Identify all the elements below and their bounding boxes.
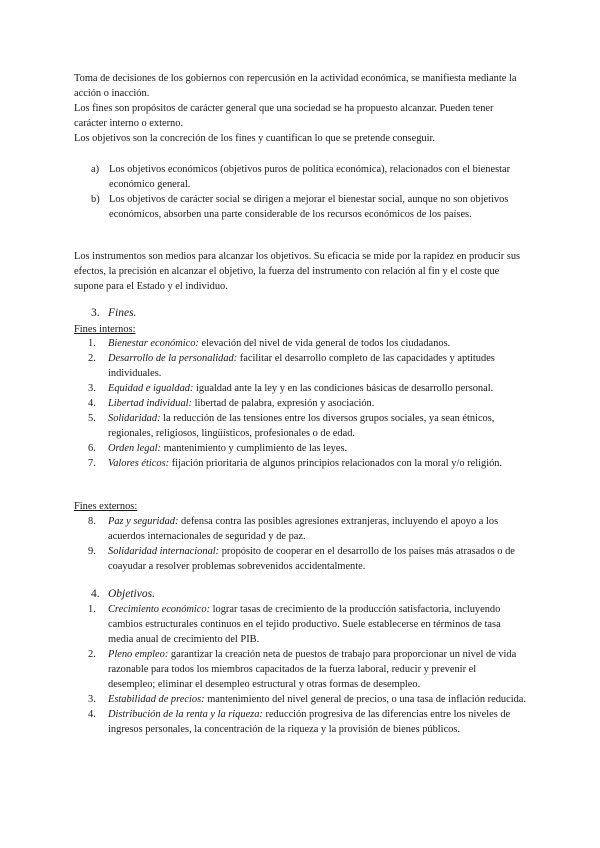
term: Orden legal:: [108, 443, 161, 454]
list-number: 5.: [88, 413, 96, 424]
list-item: [91, 192, 526, 222]
description: libertad de palabra, expresión y asociación.: [192, 398, 375, 409]
list-item: [74, 456, 526, 471]
term: Pleno empleo:: [108, 649, 169, 660]
list-item: [74, 336, 526, 351]
section-number: 3.: [91, 307, 100, 319]
list-marker: b): [91, 194, 100, 205]
section-number: 4.: [91, 588, 100, 600]
list-item: [74, 692, 526, 707]
intro-paragraph: Los objetivos son la concreción de los fines y cuantifican lo que se pretende conseguir.: [74, 133, 435, 144]
description: garantizar la creación neta de puestos de trabajo para proporcionar un nivel de vida razonable para todos los miembros capacitados de la fuerza laboral, reducir y prevenir el desempleo; eliminar el desempleo estructural y otras formas de desempleo.: [108, 649, 517, 690]
list-number: 2.: [88, 649, 96, 660]
description: defensa contra las posibles agresiones extranjeras, incluyendo el apoyo a los acuerdos internacionales de seguridad y de paz.: [108, 516, 499, 542]
term: Bienestar económico:: [108, 338, 199, 349]
list-item: [74, 351, 526, 381]
list-text: Los objetivos económicos (objetivos puros de política económica), relacionados con el bienestar económico general.: [109, 164, 511, 190]
description: reducción progresiva de las diferencias entre los niveles de ingresos personales, la concentración de la riqueza y la provisión de bienes públicos.: [108, 709, 511, 735]
description: propósito de cooperar en el desarrollo de los países más atrasados o de coayudar a resolver problemas sobrevenidos accidentalmente.: [108, 546, 515, 572]
list-text: Los objetivos de carácter social se dirigen a mejorar el bienestar social, aunque no son objetivos económicos, absorben una parte considerable de los recursos económicos de los países.: [109, 194, 509, 220]
term: Equidad e igualdad:: [108, 383, 194, 394]
subheading-external: Fines externos:: [74, 501, 138, 512]
description: la reducción de las tensiones entre los diversos grupos sociales, ya sean étnicos, regionales, religiosos, lingüísticos, profesionales o de edad.: [108, 413, 495, 439]
list-item: [74, 647, 526, 692]
list-number: 7.: [88, 458, 96, 469]
list-number: 6.: [88, 443, 96, 454]
list-number: 1.: [88, 338, 96, 349]
description: elevación del nivel de vida general de todos los ciudadanos.: [198, 338, 451, 349]
description: fijación prioritaria de algunos principios relacionados con la moral y/o religión.: [169, 458, 503, 469]
term: Desarrollo de la personalidad:: [108, 353, 238, 364]
section-title-text: Fines.: [108, 307, 137, 319]
list-number: 8.: [88, 516, 96, 527]
objective-types-list: [91, 162, 526, 222]
list-item: [74, 381, 526, 396]
list-number: 3.: [88, 694, 96, 705]
external-aims-list: [74, 514, 526, 574]
internal-aims-list: [74, 336, 526, 471]
term: Solidaridad internacional:: [108, 546, 220, 557]
list-item: [74, 411, 526, 441]
list-item: [74, 602, 526, 647]
list-item: [74, 707, 526, 737]
term: Solidaridad:: [108, 413, 161, 424]
term: Crecimiento económico:: [108, 604, 211, 615]
term: Distribución de la renta y la riqueza:: [108, 709, 263, 720]
list-number: 2.: [88, 353, 96, 364]
list-number: 3.: [88, 383, 96, 394]
term: Libertad individual:: [108, 398, 192, 409]
section-title-objetivos: [91, 587, 155, 602]
list-number: 4.: [88, 709, 96, 720]
list-item: [74, 441, 526, 456]
list-number: 4.: [88, 398, 96, 409]
term: Paz y seguridad:: [108, 516, 179, 527]
intro-block: [74, 71, 526, 146]
subheading-internal: Fines internos:: [74, 324, 136, 335]
description: facilitar el desarrollo completo de las capacidades y aptitudes individuales.: [108, 353, 495, 379]
instruments-paragraph: Los instrumentos son medios para alcanzar los objetivos. Su eficacia se mide por la rapidez en producir sus efectos, la precisión en alcanzar el objetivo, la fuerza del instrumento con relación al fin y el coste que supone para el Estado y el individuo.: [74, 251, 521, 292]
description: lograr tasas de crecimiento de la producción satisfactoria, incluyendo cambios estructurales continuos en el tejido productivo. Suele establecerse en términos de tasa media anual de crecimiento del PIB.: [108, 604, 501, 645]
list-item: [91, 162, 526, 192]
intro-paragraph: Toma de decisiones de los gobiernos con repercusión en la actividad económica, se manifiesta mediante la acción o inacción.: [74, 73, 517, 99]
list-item: [74, 396, 526, 411]
list-item: [74, 514, 526, 544]
description: mantenimiento y cumplimiento de las leyes.: [161, 443, 348, 454]
intro-paragraph: Los fines son propósitos de carácter general que una sociedad se ha propuesto alcanzar. Pueden tener carácter interno o externo.: [74, 103, 494, 129]
list-number: 9.: [88, 546, 96, 557]
list-number: 1.: [88, 604, 96, 615]
term: Estabilidad de precios:: [108, 694, 205, 705]
section-title-fines: [91, 306, 136, 321]
list-item: [74, 544, 526, 574]
description: mantenimiento del nivel general de precios, o una tasa de inflación reducida.: [204, 694, 527, 705]
list-marker: a): [91, 164, 100, 175]
term: Valores éticos:: [108, 458, 170, 469]
section-title-text: Objetivos.: [108, 588, 155, 600]
description: igualdad ante la ley y en las condiciones básicas de desarrollo personal.: [193, 383, 494, 394]
objectives-list: [74, 602, 526, 737]
